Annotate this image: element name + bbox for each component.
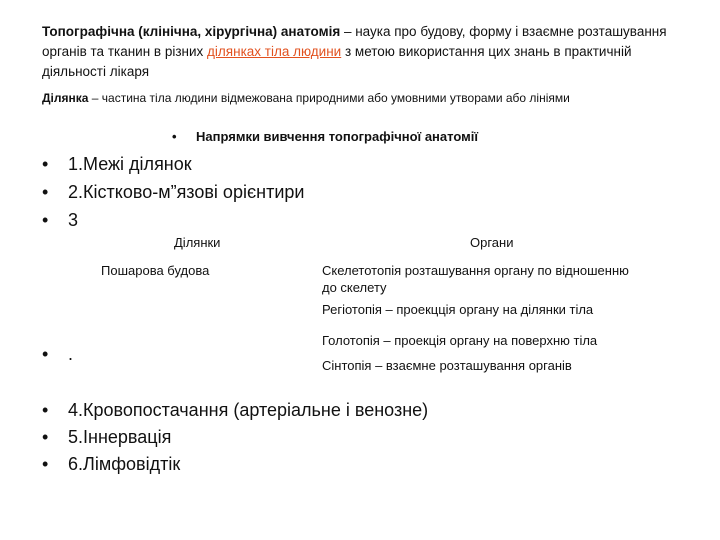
list-item-text: 2.Кістково-м”язові орієнтири [68, 182, 305, 202]
body-regions-link[interactable]: ділянках тіла людини [207, 44, 342, 59]
intro-term: Топографічна (клінічна, хірургічна) анатомія [42, 24, 341, 39]
bullet-marker: • [172, 129, 177, 144]
bullet-marker: • [42, 400, 49, 420]
definition-line [42, 89, 692, 107]
bullet-marker: • [42, 454, 49, 474]
list-item [42, 180, 304, 204]
table-header-organs: Органи [470, 235, 514, 250]
list-item [42, 342, 73, 366]
table-cell-skeletotopy: Скелетотопія розташування органу по відношенню до скелету [322, 263, 629, 295]
list-item-text: 1.Межі ділянок [68, 154, 192, 174]
table-cell-syntopy: Сінтопія – взаємне розташування органів [322, 358, 572, 373]
list-item-text: 4.Кровопостачання (артеріальне і венозне) [68, 400, 429, 420]
table-header-regions: Ділянки [174, 235, 221, 250]
bullet-marker: • [42, 182, 49, 202]
intro-text-after-link: з метою використання цих знань в практичній діяльності лікаря [42, 44, 632, 79]
directions-heading-text: Напрямки вивчення топографічної анатомії [196, 129, 478, 144]
table-cell-regiotopy: Регіотопія – проекцція органу на ділянки тіла [322, 302, 594, 317]
intro-paragraph [42, 22, 692, 82]
bullet-marker: • [42, 210, 49, 230]
list-item-text: . [68, 344, 74, 364]
list-item [42, 208, 78, 232]
list-item-text: 3 [68, 210, 79, 230]
bullet-marker: • [42, 344, 49, 364]
list-item [42, 425, 171, 449]
table-cell-holotopy: Голотопія – проекція органу на поверхню тіла [322, 333, 598, 348]
definition-term: Ділянка [42, 91, 89, 105]
list-item [42, 152, 192, 176]
table-cell-layered-structure: Пошарова будова [101, 263, 210, 278]
definition-text: – частина тіла людини відмежована природними або умовними утворами або лініями [88, 91, 570, 105]
list-item [42, 452, 180, 476]
list-item [42, 398, 428, 422]
bullet-marker: • [42, 154, 49, 174]
bullet-marker: • [42, 427, 49, 447]
list-item-text: 6.Лімфовідтік [68, 454, 181, 474]
directions-heading [172, 128, 478, 146]
intro-text-before-link: – наука про будову, форму і взаємне розташування органів та тканин в різних [42, 24, 667, 59]
list-item-text: 5.Іннервація [68, 427, 172, 447]
